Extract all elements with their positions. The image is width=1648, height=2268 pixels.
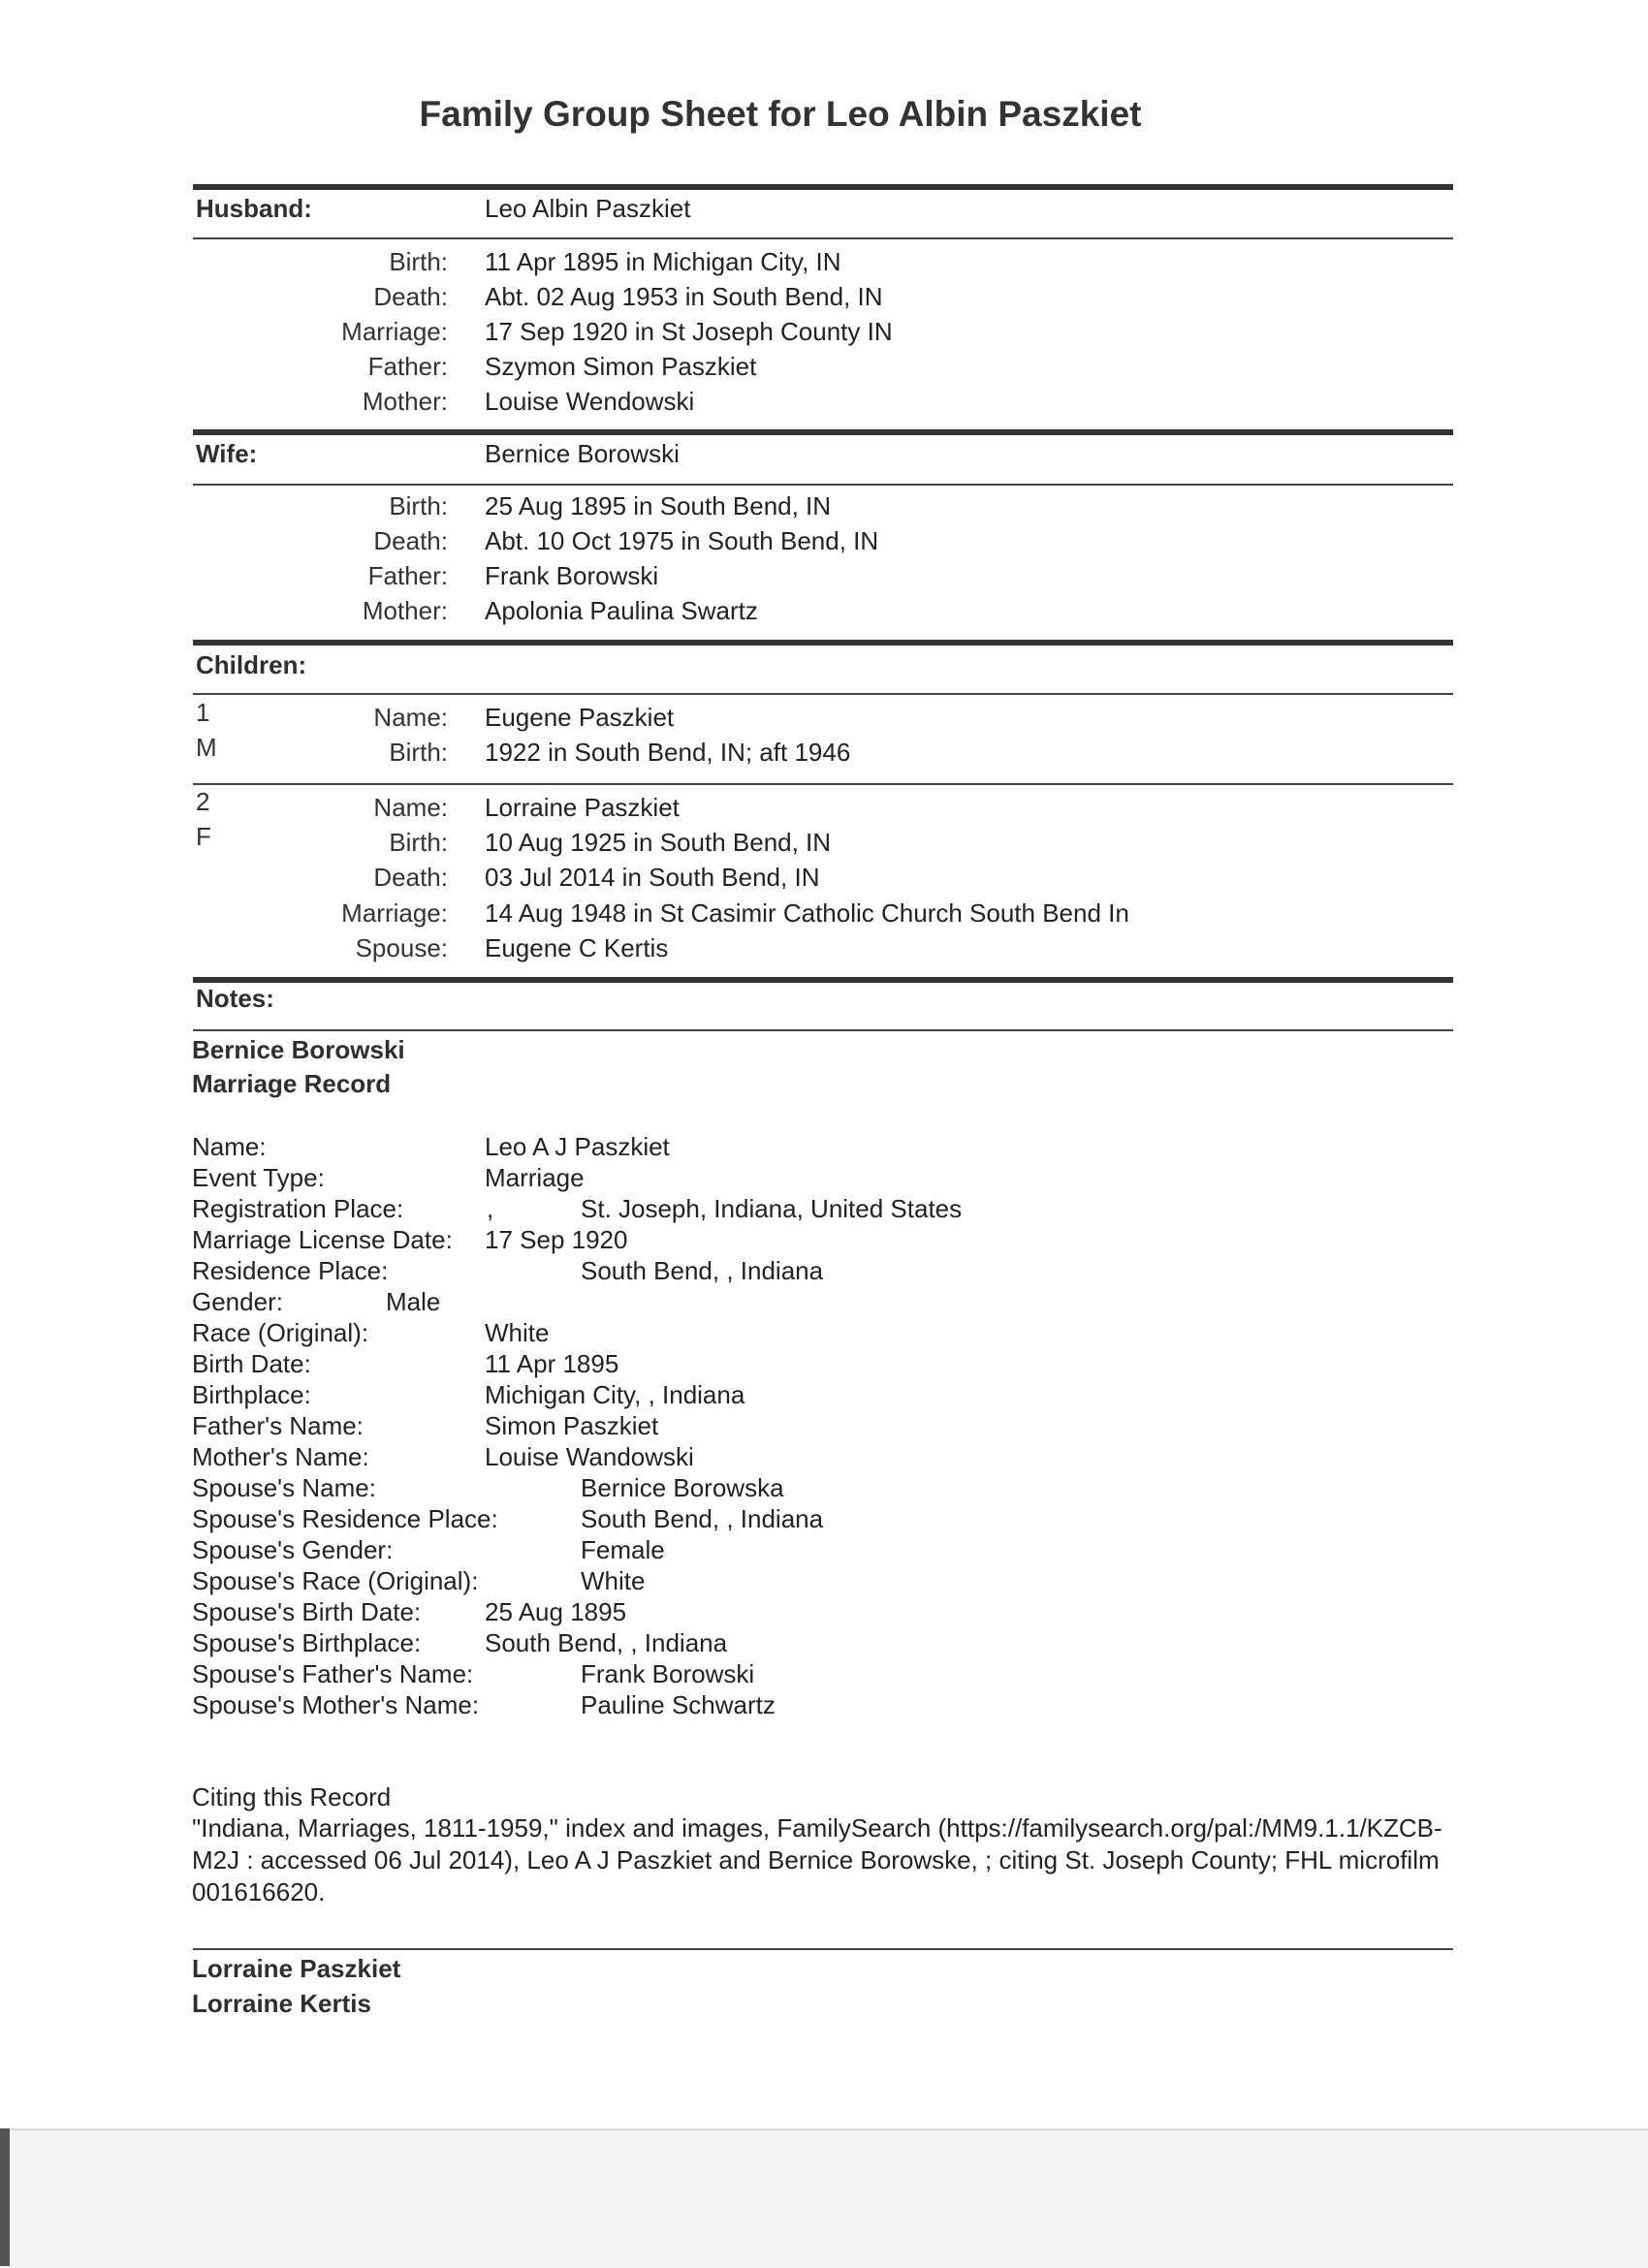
child-2-marriage-value: 14 Aug 1948 in St Casimir Catholic Church South Bend In [485, 898, 1129, 928]
child-1-birth-label: Birth: [389, 738, 448, 767]
wife-divider [193, 484, 1453, 486]
record-label: Marriage License Date: [192, 1225, 453, 1254]
child-2-death-label: Death: [373, 863, 448, 892]
record-value: Simon Paszkiet [485, 1411, 659, 1440]
scan-margin [0, 2128, 1648, 2268]
record-label: Spouse's Name: [192, 1473, 376, 1502]
child-2-death-value: 03 Jul 2014 in South Bend, IN [485, 863, 820, 892]
husband-name: Leo Albin Paszkiet [485, 194, 691, 223]
record-value: Marriage [485, 1163, 585, 1192]
husband-father-label: Father: [367, 352, 448, 381]
child-2-marriage-label: Marriage: [341, 898, 448, 928]
record-label: Father's Name: [192, 1411, 364, 1440]
child-2-number: 2 [196, 787, 210, 816]
record-value: Pauline Schwartz [581, 1690, 776, 1719]
record-label: Spouse's Mother's Name: [192, 1690, 480, 1719]
wife-father-label: Father: [367, 561, 448, 590]
wife-death-value: Abt. 10 Oct 1975 in South Bend, IN [485, 526, 879, 555]
children-divider [193, 693, 1453, 695]
record-value: Male [386, 1287, 441, 1316]
wife-death-label: Death: [373, 526, 448, 555]
child-1-birth-value: 1922 in South Bend, IN; aft 1946 [485, 738, 851, 767]
notes-block2-subtitle: Lorraine Kertis [192, 1989, 371, 2018]
child-1-number: 1 [196, 698, 210, 727]
husband-marriage-label: Marriage: [341, 317, 448, 346]
record-value: Michigan City, , Indiana [485, 1380, 745, 1409]
record-value: Female [581, 1535, 665, 1564]
record-label: Spouse's Race (Original): [192, 1566, 479, 1595]
notes-block1-title: Bernice Borowski [192, 1035, 405, 1064]
scan-edge [0, 2128, 10, 2266]
husband-mother-label: Mother: [362, 387, 448, 416]
child-1-sex: M [196, 733, 217, 762]
child-2-spouse-label: Spouse: [355, 933, 448, 962]
page-title: Family Group Sheet for Leo Albin Paszkiet [419, 94, 1142, 134]
record-value: , [487, 1194, 494, 1223]
record-value: 25 Aug 1895 [485, 1597, 627, 1626]
record-label: Spouse's Birth Date: [192, 1597, 422, 1626]
husband-birth-label: Birth: [389, 247, 448, 276]
wife-mother-label: Mother: [362, 596, 448, 625]
notes-block1-subtitle: Marriage Record [192, 1069, 392, 1098]
record-value: South Bend, , Indiana [581, 1256, 824, 1285]
husband-death-label: Death: [373, 282, 448, 311]
notes-block2-divider [193, 1948, 1453, 1950]
citing-text: "Indiana, Marriages, 1811-1959," index and images, FamilySearch (https://familysearch.org/pal:/MM9.1.1/KZCB-M2J : accessed 06 Jul 2014), Leo A J Paszkiet and Bernice Borowske, ; citing St. Joseph County; FHL microfilm 001616620. [192, 1813, 1442, 1906]
record-label: Spouse's Birthplace: [192, 1628, 422, 1657]
child-divider [193, 783, 1453, 785]
record-value: South Bend, , Indiana [485, 1628, 728, 1657]
record-value: Leo A J Paszkiet [485, 1132, 670, 1161]
wife-top-rule [193, 429, 1453, 435]
wife-father-value: Frank Borowski [485, 561, 659, 590]
record-value: 11 Apr 1895 [485, 1349, 619, 1378]
husband-marriage-value: 17 Sep 1920 in St Joseph County IN [485, 317, 893, 346]
wife-mother-value: Apolonia Paulina Swartz [485, 596, 758, 625]
record-label: Residence Place: [192, 1256, 389, 1285]
record-value: 17 Sep 1920 [485, 1225, 628, 1254]
record-value: Frank Borowski [581, 1659, 755, 1688]
citing-heading: Citing this Record [192, 1782, 392, 1811]
wife-birth-label: Birth: [389, 491, 448, 520]
record-value: Bernice Borowska [581, 1473, 784, 1502]
record-label: Spouse's Father's Name: [192, 1659, 474, 1688]
record-value: White [581, 1566, 646, 1595]
husband-death-value: Abt. 02 Aug 1953 in South Bend, IN [485, 282, 883, 311]
child-2-birth-value: 10 Aug 1925 in South Bend, IN [485, 828, 832, 857]
notes-heading: Notes: [196, 984, 274, 1013]
husband-heading: Husband: [196, 194, 312, 223]
husband-birth-value: 11 Apr 1895 in Michigan City, IN [485, 247, 841, 276]
record-label: Registration Place: [192, 1194, 404, 1223]
record-label: Gender: [192, 1287, 283, 1316]
record-label: Birth Date: [192, 1349, 311, 1378]
wife-name: Bernice Borowski [485, 439, 680, 468]
child-2-spouse-value: Eugene C Kertis [485, 933, 669, 962]
child-2-name-label: Name: [373, 793, 448, 822]
child-2-name-value: Lorraine Paszkiet [485, 793, 680, 822]
record-label: Birthplace: [192, 1380, 311, 1409]
notes-top-rule [193, 977, 1453, 983]
child-2-birth-label: Birth: [389, 828, 448, 857]
wife-birth-value: 25 Aug 1895 in South Bend, IN [485, 491, 832, 520]
record-value: Louise Wandowski [485, 1442, 694, 1471]
children-heading: Children: [196, 650, 307, 679]
child-2-sex: F [196, 822, 211, 851]
record-label: Name: [192, 1132, 267, 1161]
record-value-secondary: St. Joseph, Indiana, United States [581, 1194, 963, 1223]
record-label: Spouse's Gender: [192, 1535, 394, 1564]
children-top-rule [193, 640, 1453, 646]
record-label: Race (Original): [192, 1318, 369, 1347]
husband-top-rule [193, 184, 1453, 190]
record-value: White [485, 1318, 550, 1347]
record-value: South Bend, , Indiana [581, 1504, 824, 1533]
notes-divider [193, 1029, 1453, 1031]
husband-mother-value: Louise Wendowski [485, 387, 695, 416]
record-label: Event Type: [192, 1163, 325, 1192]
record-label: Mother's Name: [192, 1442, 369, 1471]
notes-block2-title: Lorraine Paszkiet [192, 1954, 401, 1983]
record-label: Spouse's Residence Place: [192, 1504, 498, 1533]
wife-heading: Wife: [196, 439, 258, 468]
husband-divider [193, 237, 1453, 239]
child-1-name-value: Eugene Paszkiet [485, 703, 675, 732]
husband-father-value: Szymon Simon Paszkiet [485, 352, 757, 381]
child-1-name-label: Name: [373, 703, 448, 732]
